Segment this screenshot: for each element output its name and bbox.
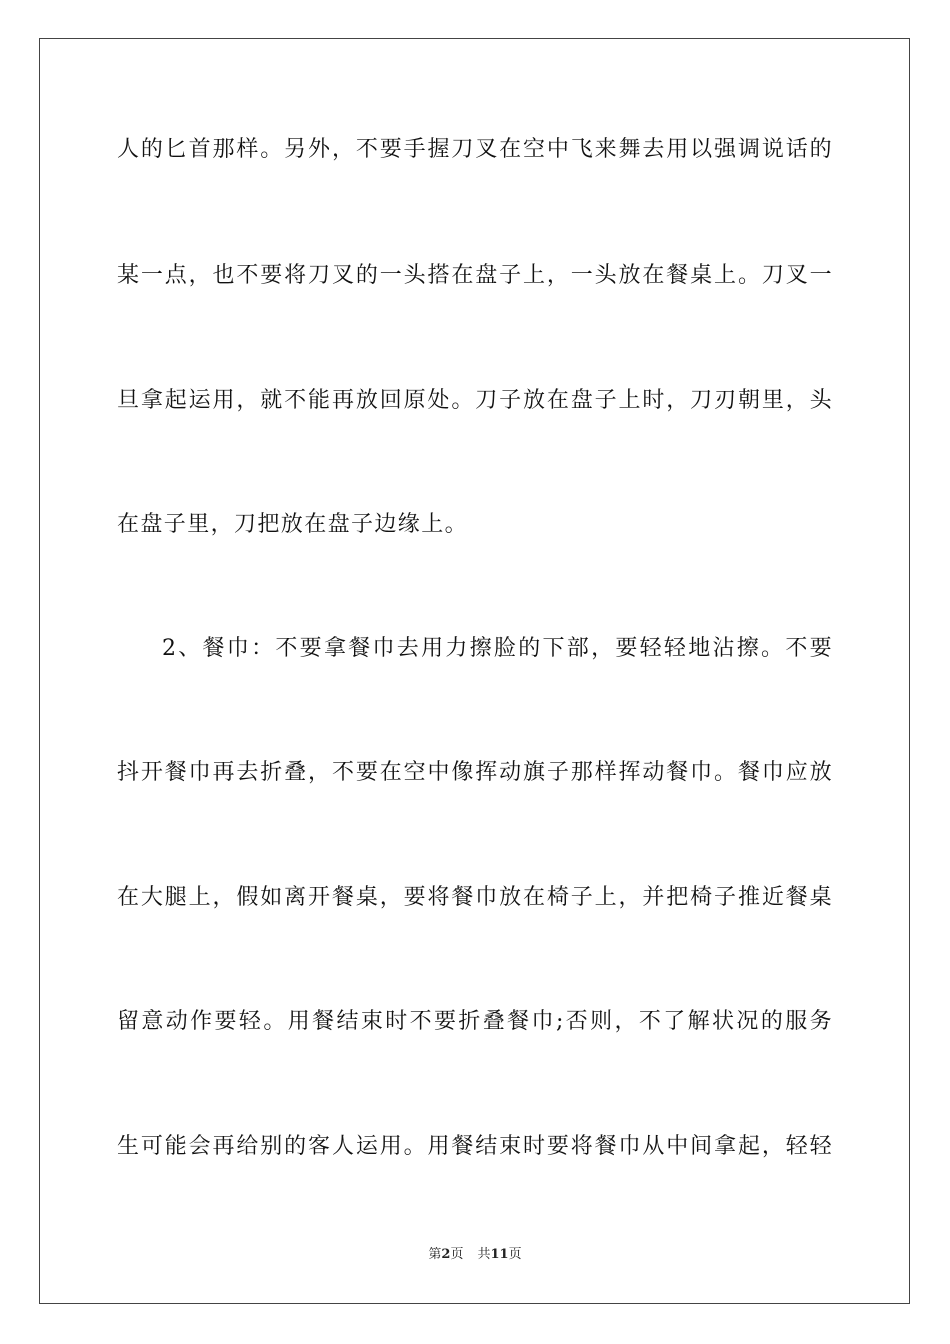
text-line-7: 在大腿上，假如离开餐桌，要将餐巾放在椅子上，并把椅子推近餐桌 [117, 885, 833, 910]
text-line-2: 某一点，也不要将刀叉的一头搭在盘子上，一头放在餐桌上。刀叉一 [117, 263, 833, 288]
text-line-5: 2、餐巾：不要拿餐巾去用力擦脸的下部，要轻轻地沾擦。不要 [162, 636, 833, 661]
text-line-9: 生可能会再给别的客人运用。用餐结束时要将餐巾从中间拿起，轻轻 [117, 1134, 833, 1159]
page-prefix: 第 [428, 1247, 442, 1262]
text-line-3: 旦拿起运用，就不能再放回原处。刀子放在盘子上时，刀刃朝里，头 [117, 388, 833, 413]
total-pages: 11 [490, 1247, 509, 1262]
text-line-4: 在盘子里，刀把放在盘子边缘上。 [117, 512, 469, 537]
page-footer [0, 1246, 950, 1264]
total-prefix: 共 [477, 1247, 491, 1262]
page-suffix: 页 [450, 1247, 464, 1262]
total-suffix: 页 [508, 1247, 522, 1262]
text-line-6: 抖开餐巾再去折叠，不要在空中像挥动旗子那样挥动餐巾。餐巾应放 [117, 760, 833, 785]
text-line-8: 留意动作要轻。用餐结束时不要折叠餐巾;否则，不了解状况的服务 [117, 1009, 833, 1034]
page-border [39, 38, 910, 1304]
page-number: 2 [441, 1247, 451, 1262]
text-line-1: 人的匕首那样。另外，不要手握刀叉在空中飞来舞去用以强调说话的 [117, 137, 833, 162]
